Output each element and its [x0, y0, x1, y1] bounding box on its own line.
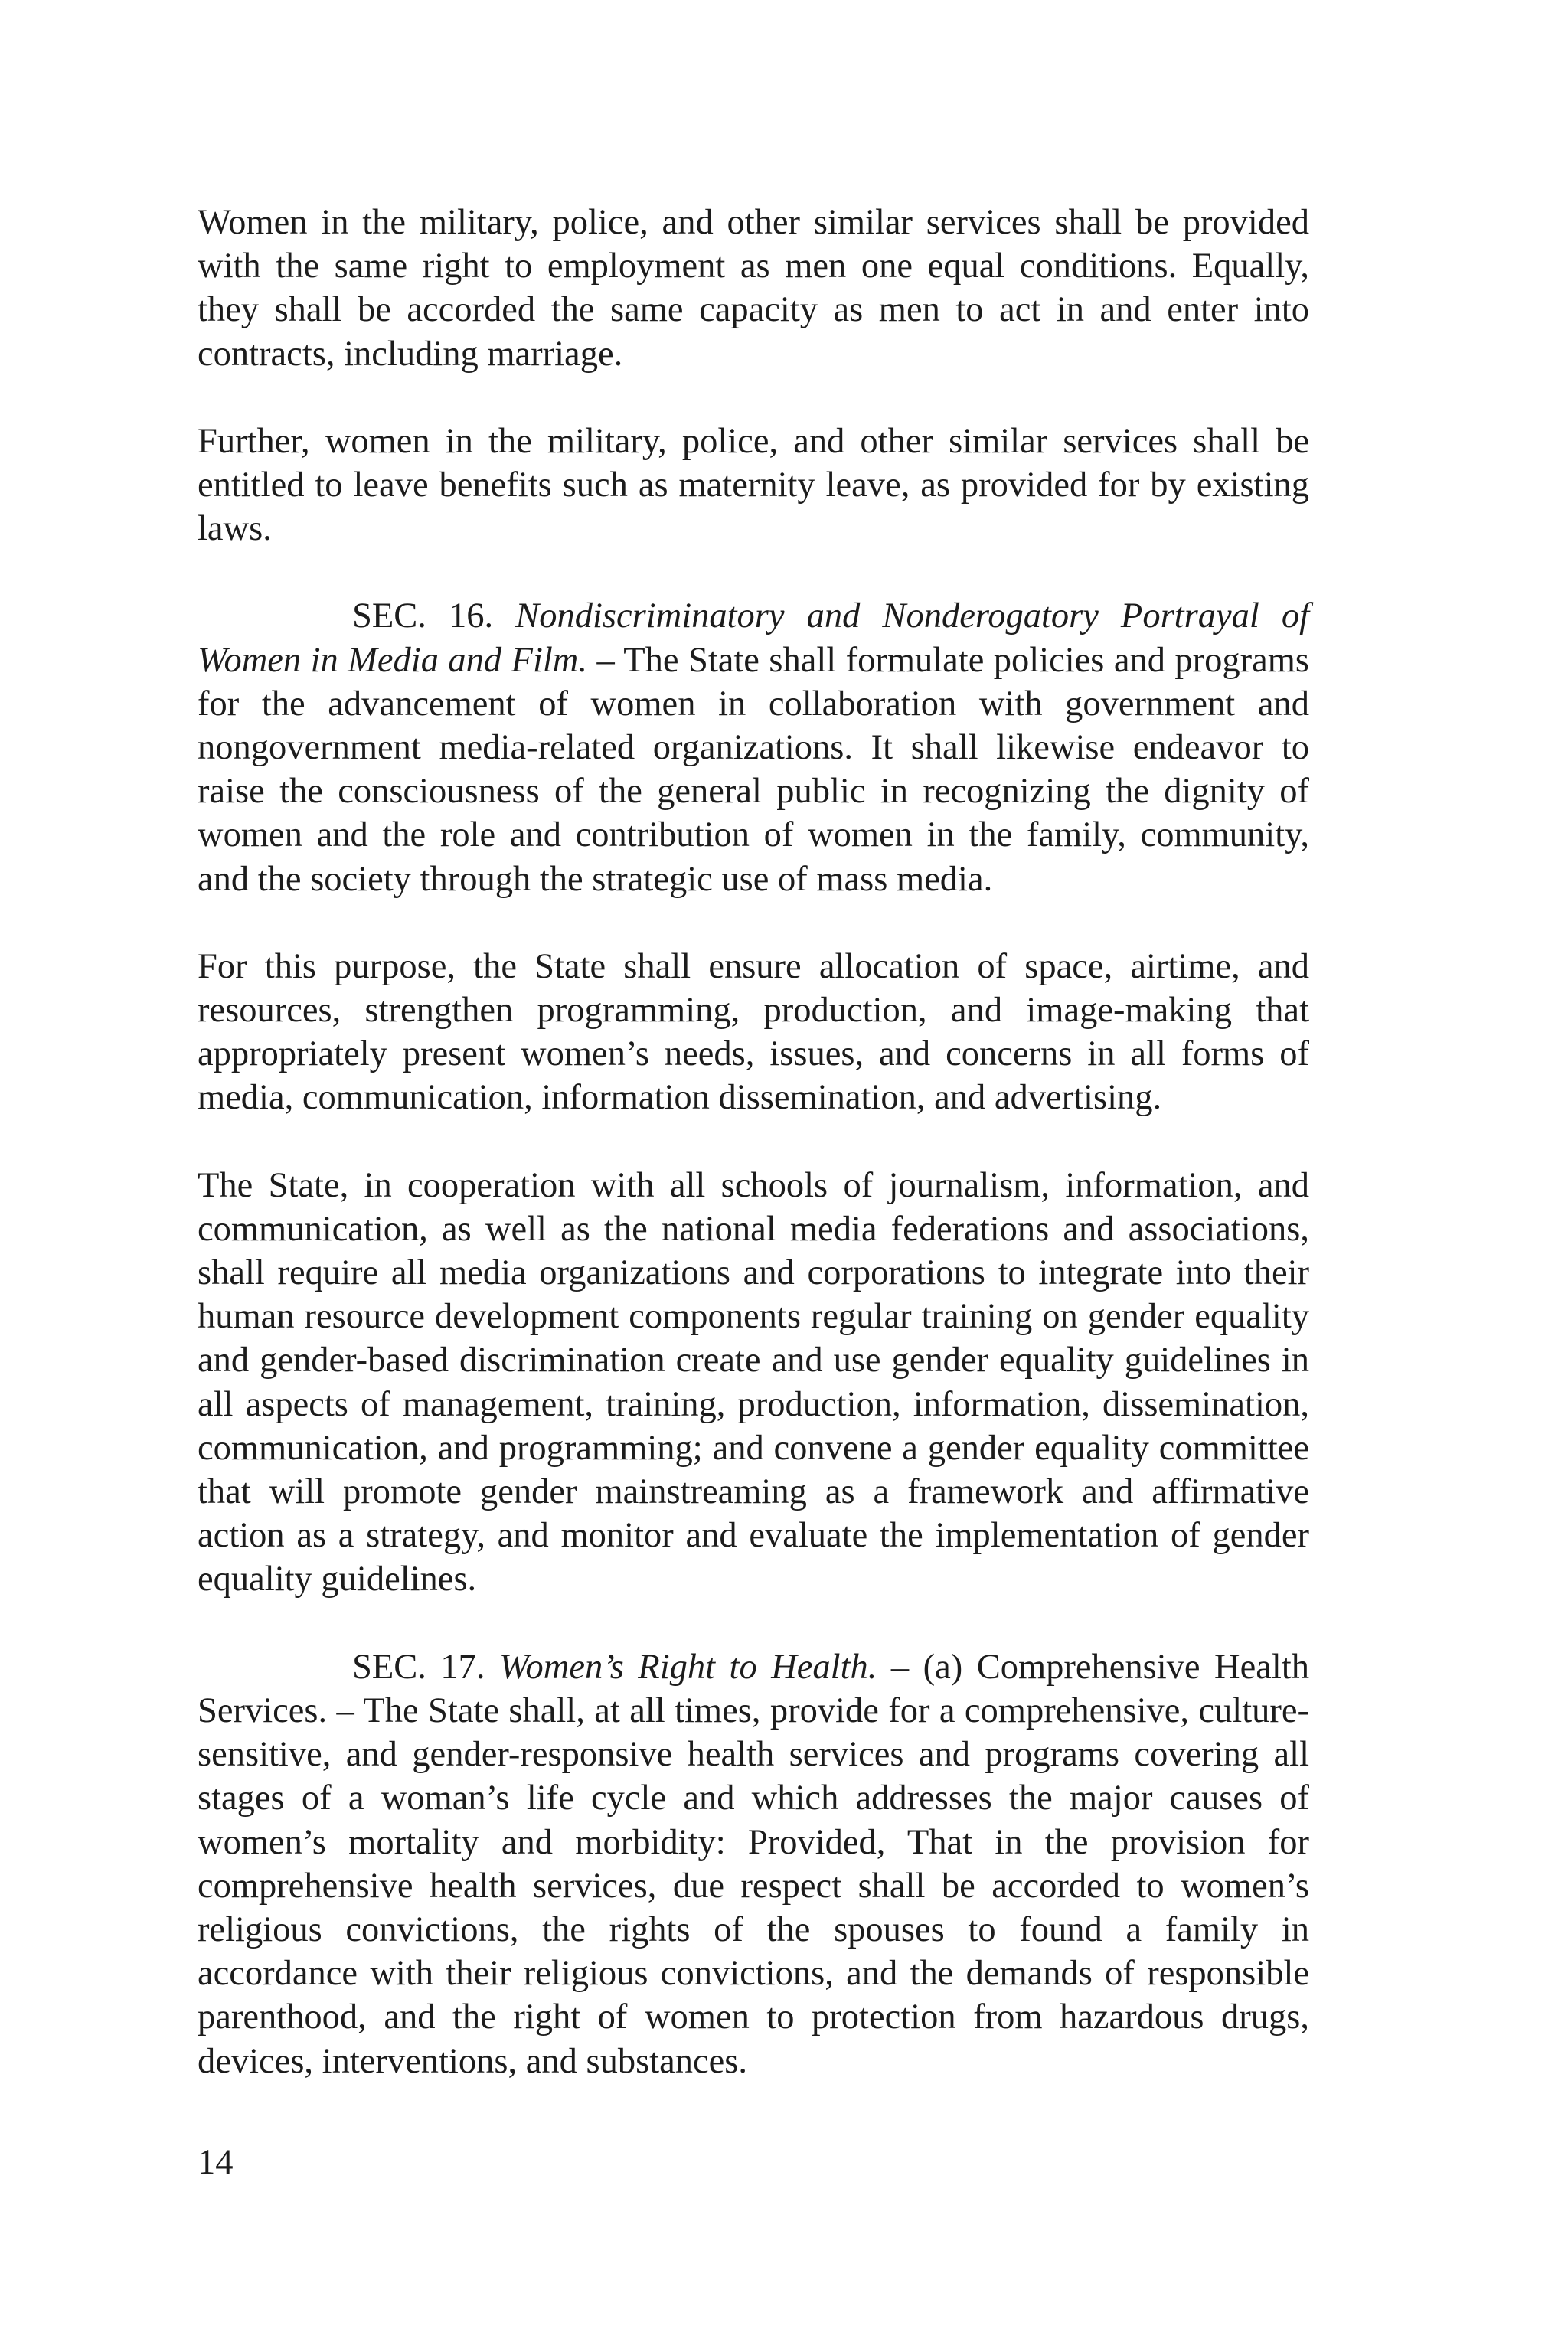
- paragraph-military-leave-benefits: Further, women in the military, police, and other similar services shall be entitled to leave benefits such as maternity leave, as provided for by existing laws.: [198, 421, 1309, 549]
- section-17-paragraph: [198, 1645, 1309, 2083]
- page-number: 14: [198, 2143, 234, 2182]
- paragraph-military-employment: Women in the military, police, and other similar services shall be provided with the same right to employment as men one equal conditions. Equally, they shall be accorded the same capacity as men to act in and enter into contracts, including marriage.: [198, 203, 1309, 374]
- section-16-title: Nondiscriminatory and Nonderogatory Portrayal of Women in Media and Film.: [198, 596, 1309, 680]
- paragraph-media-training: The State, in cooperation with all schools of journalism, information, and communication, as well as the national media federations and associations, shall require all media organizations and corporations to integrate into their human resource development components regular training on gender equality and gender-based discrimination create and use gender equality guidelines in all aspects of management, training, production, information, dissemination, communication, and programming; and convene a gender equality committee that will promote gender mainstreaming as a framework and affirmative action as a strategy, and monitor and evaluate the implementation of gender equality guidelines.: [198, 1165, 1309, 1599]
- section-17-label: SEC. 17.: [352, 1647, 485, 1687]
- section-17-body: – (a) Comprehensive Health Services. – The State shall, at all times, provide for a comprehensive, culture-sensitive, and gender-responsive health services and programs covering all stages of a woman’s life cycle and which addresses the major causes of women’s mortality and morbidity: Provided, That in the provision for comprehensive health services, due respect shall be accorded to women’s religious convictions, the rights of the spouses to found a family in accordance with their religious convictions, and the demands of responsible parenthood, and the right of women to protection from hazardous drugs, devices, interventions, and substances.: [198, 1647, 1310, 2081]
- section-16-body: – The State shall formulate policies and programs for the advancement of women in collaboration with government and nongovernment media-related organizations. It shall likewise endeavor to raise the consciousness of the general public in recognizing the dignity of women and the role and contribution of women in the family, community, and the society through the strategic use of mass media.: [198, 640, 1309, 899]
- document-page: [198, 201, 1309, 2127]
- section-16-paragraph: [198, 594, 1309, 900]
- paragraph-media-allocation: For this purpose, the State shall ensure allocation of space, airtime, and resources, strengthen programming, production, and image-making that appropriately present women’s needs, issues, and concerns in all forms of media, communication, information dissemination, and advertising.: [198, 946, 1309, 1118]
- section-17-title: Women’s Right to Health.: [499, 1647, 877, 1687]
- section-16-label: SEC. 16.: [352, 596, 494, 636]
